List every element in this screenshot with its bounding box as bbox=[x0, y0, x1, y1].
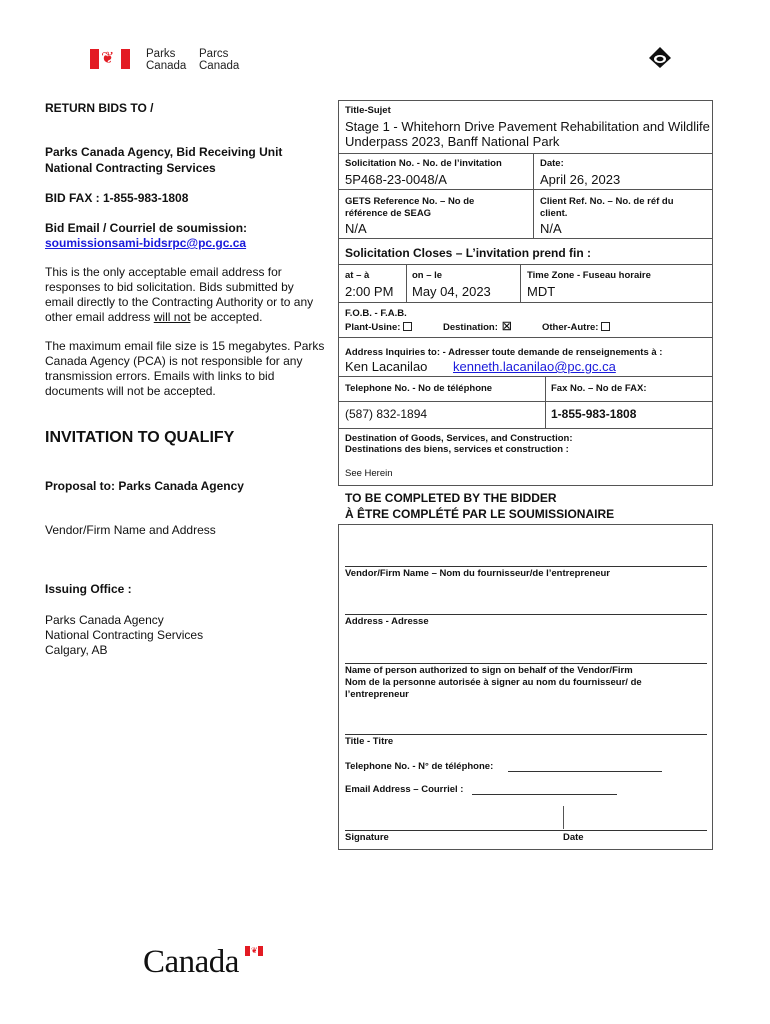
bidder-heading-1: TO BE COMPLETED BY THE BIDDER bbox=[345, 491, 557, 505]
divider bbox=[338, 302, 713, 303]
para1-line4-underlined: will not bbox=[153, 310, 191, 324]
vendor-name-address-label: Vendor/Firm Name and Address bbox=[45, 523, 216, 537]
divider bbox=[338, 264, 713, 265]
canada-wordmark bbox=[143, 942, 258, 982]
divider bbox=[338, 428, 713, 429]
divider bbox=[338, 401, 713, 402]
fob-plant bbox=[345, 322, 412, 334]
fax-value: 1-855-983-1808 bbox=[551, 407, 637, 421]
divider bbox=[338, 238, 713, 239]
bidder-telephone-field[interactable] bbox=[508, 771, 662, 772]
authorized-line-3: l’entrepreneur bbox=[345, 689, 409, 700]
destination-label: Destination: bbox=[443, 322, 498, 333]
other-label: Other-Autre: bbox=[542, 322, 599, 333]
divider bbox=[338, 376, 713, 377]
gets-label-2: référence de SEAG bbox=[345, 208, 432, 219]
canada-wordmark-text: Canada bbox=[143, 944, 239, 980]
signature-field[interactable] bbox=[345, 830, 707, 831]
para1-line4 bbox=[45, 310, 262, 325]
title-titre-label: Title - Titre bbox=[345, 736, 394, 747]
divider bbox=[338, 189, 713, 190]
bid-email-link[interactable]: soumissionsami-bidsrpc@pc.gc.ca bbox=[45, 236, 247, 250]
see-herein: See Herein bbox=[345, 468, 393, 479]
brand-fr-line2: Canada bbox=[199, 60, 240, 72]
vendor-name-label: Vendor/Firm Name – Nom du fournisseur/de l’entrepreneur bbox=[345, 568, 611, 579]
address-field[interactable] bbox=[345, 614, 707, 615]
bidder-email-label: Email Address – Courriel : bbox=[345, 784, 464, 795]
title-field[interactable] bbox=[345, 734, 707, 735]
vendor-name-field[interactable] bbox=[345, 566, 707, 567]
authorized-line-2: Nom de la personne autorisée à signer au nom du fournisseur/ de bbox=[345, 677, 642, 688]
maple-leaf-icon: ❦ bbox=[101, 50, 115, 67]
on-label: on – le bbox=[412, 270, 443, 281]
fax-label: Fax No. – No de FAX: bbox=[551, 383, 647, 394]
beaver-emblem-icon bbox=[646, 44, 674, 70]
address-label: Address - Adresse bbox=[345, 616, 429, 627]
flag-left-bar bbox=[90, 49, 99, 69]
gets-value: N/A bbox=[345, 221, 367, 236]
telephone-label: Telephone No. - No de téléphone bbox=[345, 383, 493, 394]
fob-label: F.O.B. - F.A.B. bbox=[345, 308, 407, 319]
flag-right-bar bbox=[121, 49, 130, 69]
bidder-heading-2: À ÊTRE COMPLÉTÉ PAR LE SOUMISSIONAIRE bbox=[345, 507, 615, 521]
authorized-line-1: Name of person authorized to sign on behalf of the Vendor/Firm bbox=[345, 665, 633, 676]
divider bbox=[338, 153, 713, 154]
brand-fr-line1: Parcs bbox=[199, 48, 229, 60]
fob-destination bbox=[443, 322, 512, 334]
brand-en-line2: Canada bbox=[146, 60, 187, 72]
at-label: at – à bbox=[345, 270, 370, 281]
timezone-value: MDT bbox=[527, 284, 556, 299]
bidder-email-field[interactable] bbox=[472, 794, 617, 795]
proposal-to: Proposal to: Parks Canada Agency bbox=[45, 479, 244, 493]
solicitation-label: Solicitation No. - No. de l’invitation bbox=[345, 158, 502, 169]
closes-label: Solicitation Closes – L’invitation prend fin : bbox=[345, 246, 592, 260]
plant-checkbox[interactable] bbox=[403, 322, 412, 331]
para1-line1: This is the only acceptable email address for bbox=[45, 265, 282, 279]
date-sign-label: Date bbox=[563, 832, 584, 843]
solicitation-value: 5P468-23-0048/A bbox=[345, 172, 447, 187]
signature-label: Signature bbox=[345, 832, 389, 843]
agency-line-2: National Contracting Services bbox=[45, 161, 216, 175]
para1-line4-pre: other email address bbox=[45, 310, 154, 324]
on-value: May 04, 2023 bbox=[412, 284, 491, 299]
para1-line2: responses to bid solicitation. Bids submitted by bbox=[45, 280, 294, 294]
inquiries-email-link[interactable]: kenneth.lacanilao@pc.gc.ca bbox=[453, 359, 616, 374]
wordmark-flag-icon: ❦ bbox=[245, 946, 263, 956]
para2-line4: documents will not be accepted. bbox=[45, 384, 216, 398]
issuing-line-2: National Contracting Services bbox=[45, 628, 204, 642]
divider bbox=[406, 264, 407, 302]
issuing-office-label: Issuing Office : bbox=[45, 582, 132, 596]
client-label-2: client. bbox=[540, 208, 568, 219]
fob-other bbox=[542, 322, 610, 334]
issuing-line-1: Parks Canada Agency bbox=[45, 613, 164, 627]
plant-label: Plant-Usine: bbox=[345, 322, 401, 333]
inquiries-name: Ken Lacanilao bbox=[345, 359, 428, 374]
agency-line-1: Parks Canada Agency, Bid Receiving Unit bbox=[45, 145, 283, 159]
at-value: 2:00 PM bbox=[345, 284, 394, 299]
bidder-telephone-label: Telephone No. - N° de téléphone: bbox=[345, 761, 494, 772]
title-line-2: Underpass 2023, Banff National Park bbox=[345, 134, 560, 149]
destination-checkbox[interactable]: ☒ bbox=[501, 321, 512, 333]
date-value: April 26, 2023 bbox=[540, 172, 621, 187]
bid-email-label: Bid Email / Courriel de soumission: bbox=[45, 221, 248, 235]
date-label: Date: bbox=[540, 158, 564, 169]
inquiries-label: Address Inquiries to: - Adresser toute demande de renseignements à : bbox=[345, 347, 663, 358]
divider bbox=[563, 806, 564, 829]
telephone-value: (587) 832-1894 bbox=[345, 407, 428, 421]
title-label: Title-Sujet bbox=[345, 105, 391, 116]
invitation-heading: INVITATION TO QUALIFY bbox=[45, 429, 235, 446]
issuing-line-3: Calgary, AB bbox=[45, 643, 108, 657]
timezone-label: Time Zone - Fuseau horaire bbox=[527, 270, 651, 281]
divider bbox=[338, 337, 713, 338]
para2-line2: Canada Agency (PCA) is not responsible for any bbox=[45, 354, 303, 368]
para1-line3: email directly to the Contracting Authority or to any bbox=[45, 295, 314, 309]
divider bbox=[533, 153, 534, 189]
divider bbox=[533, 189, 534, 238]
para2-line1: The maximum email file size is 15 megabytes. Parks bbox=[45, 339, 325, 353]
return-bids-label: RETURN BIDS TO / bbox=[45, 101, 154, 115]
divider bbox=[520, 264, 521, 302]
divider bbox=[545, 376, 546, 428]
gets-label-1: GETS Reference No. – No de bbox=[345, 196, 475, 207]
bid-fax: BID FAX : 1-855-983-1808 bbox=[45, 191, 189, 205]
client-label-1: Client Ref. No. – No. de réf du bbox=[540, 196, 674, 207]
destination-goods-line-1: Destination of Goods, Services, and Construction: bbox=[345, 433, 573, 444]
destination-goods-line-2: Destinations des biens, services et construction : bbox=[345, 444, 569, 455]
client-value: N/A bbox=[540, 221, 562, 236]
brand-en-line1: Parks bbox=[146, 48, 176, 60]
title-line-1: Stage 1 - Whitehorn Drive Pavement Rehabilitation and Wildlife bbox=[345, 119, 710, 134]
para1-line4-post: be accepted. bbox=[190, 310, 263, 324]
other-checkbox[interactable] bbox=[601, 322, 610, 331]
authorized-person-field[interactable] bbox=[345, 663, 707, 664]
para2-line3: transmission errors. Emails with links to bid bbox=[45, 369, 275, 383]
